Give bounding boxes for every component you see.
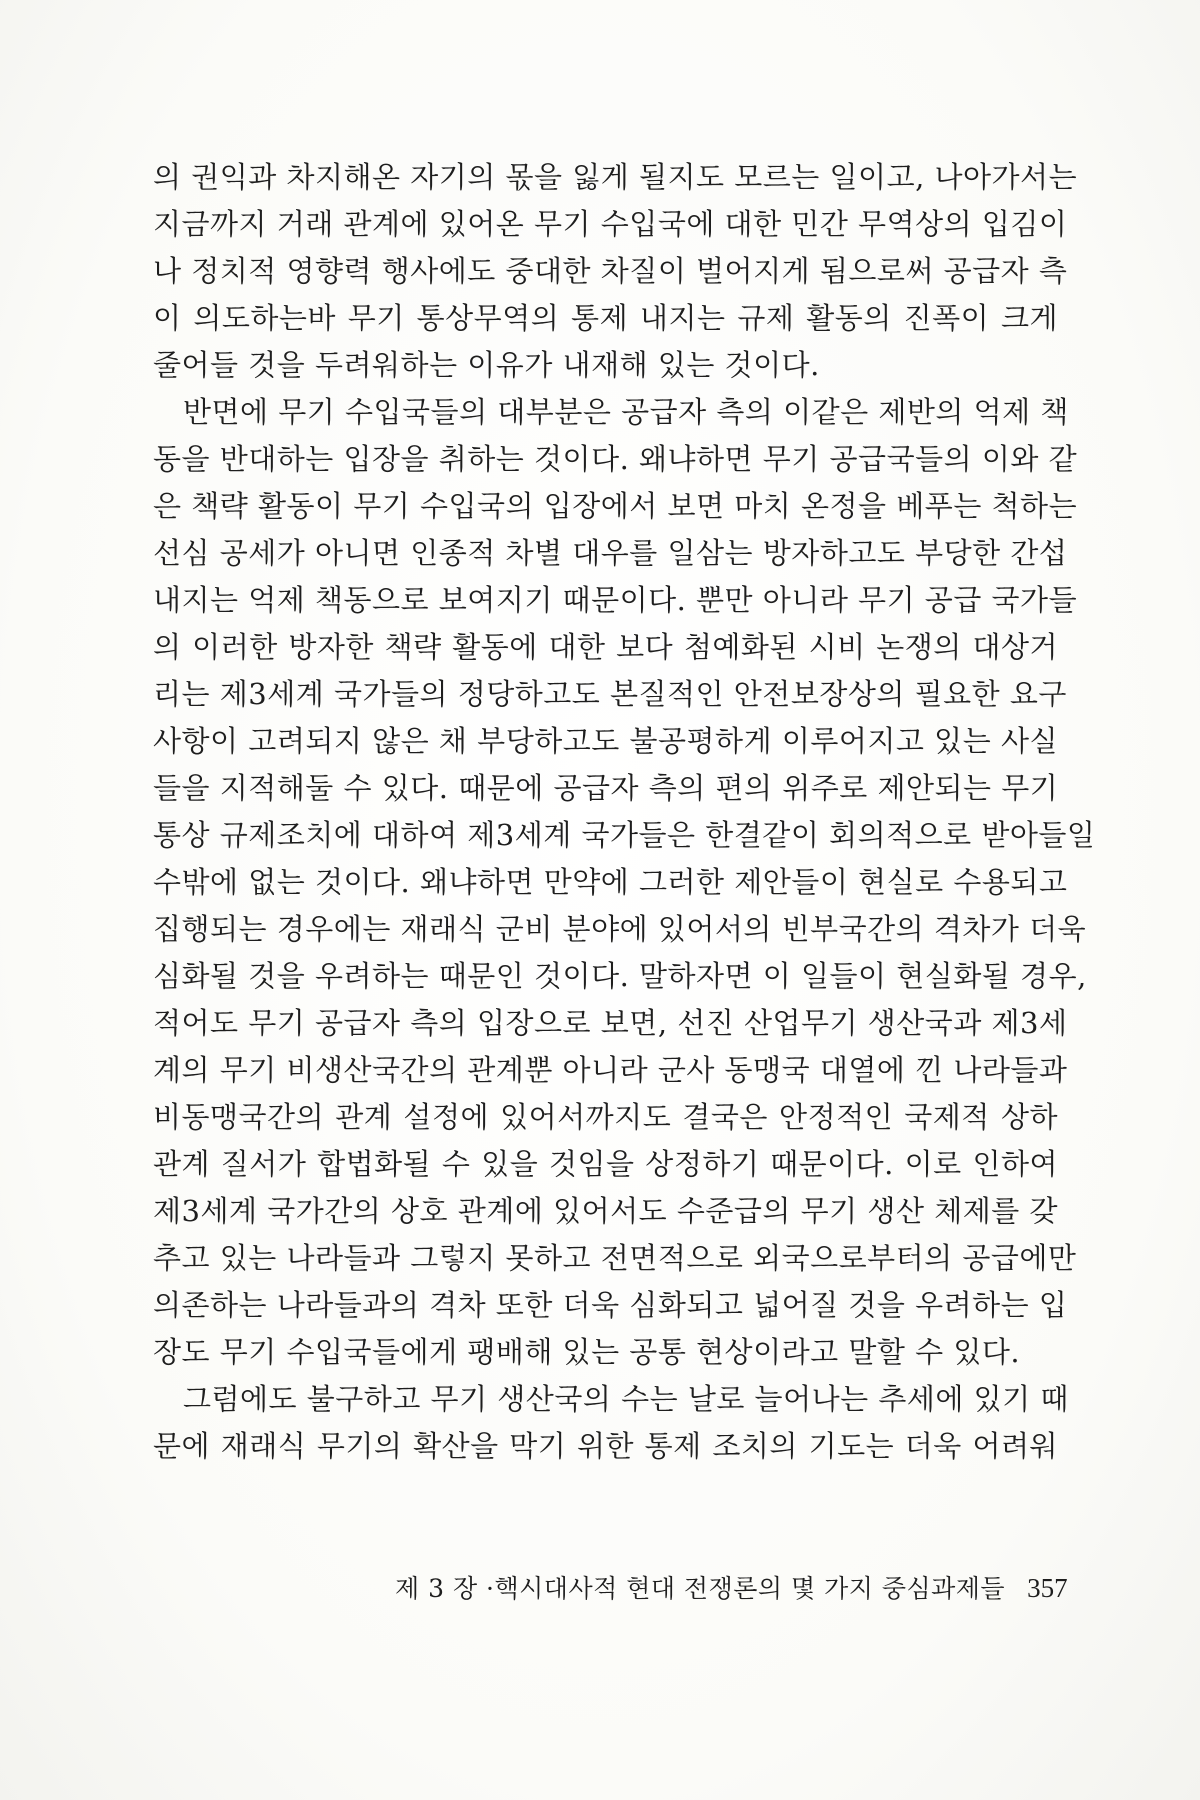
text-line: 사항이 고려되지 않은 채 부당하고도 불공평하게 이루어지고 있는 사실: [153, 724, 1058, 758]
text-line: 적어도 무기 공급자 측의 입장으로 보면, 선진 산업무기 생산국과 제3세: [153, 1006, 1068, 1040]
text-line: 그럼에도 불구하고 무기 생산국의 수는 날로 늘어나는 추세에 있기 때: [183, 1382, 1069, 1416]
text-line: 반면에 무기 수입국들의 대부분은 공급자 측의 이같은 제반의 억제 책: [183, 395, 1069, 429]
text-line: 줄어들 것을 두려워하는 이유가 내재해 있는 것이다.: [153, 348, 820, 382]
text-line: 관계 질서가 합법화될 수 있을 것임을 상정하기 때문이다. 이로 인하여: [153, 1147, 1058, 1181]
text-line: 지금까지 거래 관계에 있어온 무기 수입국에 대한 민간 무역상의 입김이: [153, 207, 1068, 241]
text-line: 추고 있는 나라들과 그렇지 못하고 전면적으로 외국으로부터의 공급에만: [153, 1241, 1077, 1275]
text-line: 집행되는 경우에는 재래식 군비 분야에 있어서의 빈부국간의 격차가 더욱: [153, 912, 1087, 946]
text-line: 의존하는 나라들과의 격차 또한 더욱 심화되고 넓어질 것을 우려하는 입: [153, 1288, 1068, 1322]
text-line: 비동맹국간의 관계 설정에 있어서까지도 결국은 안정적인 국제적 상하: [153, 1100, 1058, 1134]
text-line: 은 책략 활동이 무기 수입국의 입장에서 보면 마치 온정을 베푸는 척하는: [153, 489, 1078, 523]
chapter-title: 제 3 장 ·핵시대사적 현대 전쟁론의 몇 가지 중심과제들: [395, 1574, 1006, 1603]
text-line: 선심 공세가 아니면 인종적 차별 대우를 일삼는 방자하고도 부당한 간섭: [153, 536, 1068, 570]
text-line: 심화될 것을 우려하는 때문인 것이다. 말하자면 이 일들이 현실화될 경우,: [153, 959, 1087, 993]
text-line: 내지는 억제 책동으로 보여지기 때문이다. 뿐만 아니라 무기 공급 국가들: [153, 583, 1078, 617]
text-line: 제3세계 국가간의 상호 관계에 있어서도 수준급의 무기 생산 체제를 갖: [153, 1194, 1058, 1228]
running-footer: [395, 1568, 1068, 1608]
text-line: 계의 무기 비생산국간의 관계뿐 아니라 군사 동맹국 대열에 낀 나라들과: [153, 1053, 1068, 1087]
text-line: 장도 무기 수입국들에게 팽배해 있는 공통 현상이라고 말할 수 있다.: [153, 1335, 1021, 1369]
text-line: 리는 제3세계 국가들의 정당하고도 본질적인 안전보장상의 필요한 요구: [153, 677, 1067, 711]
text-line: 의 이러한 방자한 책략 활동에 대한 보다 첨예화된 시비 논쟁의 대상거: [153, 630, 1058, 664]
text-line: 동을 반대하는 입장을 취하는 것이다. 왜냐하면 무기 공급국들의 이와 같: [153, 442, 1078, 476]
text-line: 통상 규제조치에 대하여 제3세계 국가들은 한결같이 회의적으로 받아들일: [153, 818, 1096, 852]
text-line: 이 의도하는바 무기 통상무역의 통제 내지는 규제 활동의 진폭이 크게: [153, 301, 1058, 335]
text-line: 문에 재래식 무기의 확산을 막기 위한 통제 조치의 기도는 더욱 어려워: [153, 1429, 1058, 1463]
page-number: 357: [1027, 1573, 1068, 1603]
text-line: 나 정치적 영향력 행사에도 중대한 차질이 벌어지게 됨으로써 공급자 측: [153, 254, 1068, 288]
text-line: 수밖에 없는 것이다. 왜냐하면 만약에 그러한 제안들이 현실로 수용되고: [153, 865, 1068, 899]
text-line: 들을 지적해둘 수 있다. 때문에 공급자 측의 편의 위주로 제안되는 무기: [153, 771, 1059, 805]
text-line: 의 권익과 차지해온 자기의 몫을 잃게 될지도 모르는 일이고, 나아가서는: [153, 160, 1078, 194]
